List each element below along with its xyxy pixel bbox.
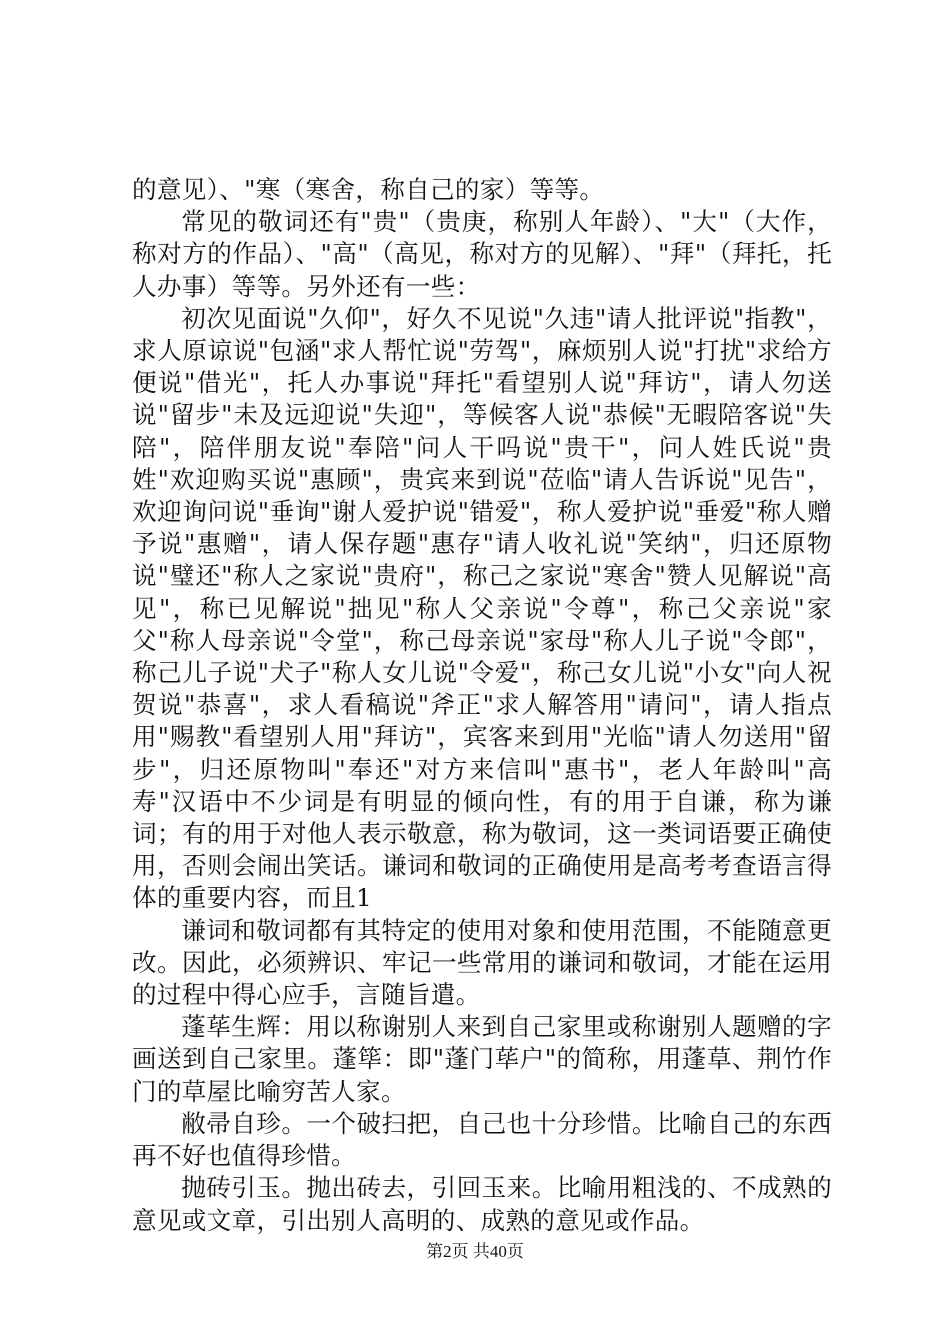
paragraph-3: 初次见面说"久仰"，好久不见说"久违"请人批评说"指教"，求人原谅说"包涵"求人帮忙说"劳驾"，麻烦别人说"打扰"求给方便说"借光"，托人办事说"拜托"看望别人说"拜访"，请人勿送说"留步"未及远迎说"失迎"，等候客人说"恭候"无暇陪客说"失陪"，陪伴朋友说"奉陪"问人干吗说"贵干"，问人姓氏说"贵姓"欢迎购买说"惠顾"，贵宾来到说"莅临"请人告诉说"见告"，欢迎询问说"垂询"谢人爱护说"错爱"，称人爱护说"垂爱"称人赠予说"惠赠"，请人保存题"惠存"请人收礼说"笑纳"，归还原物说"璧还"称人之家说"贵府"，称己之家说"寒舍"赞人见解说"高见"，称已见解说"拙见"称人父亲说"令尊"，称己父亲说"家父"称人母亲说"令堂"，称己母亲说"家母"称人儿子说"令郎"，称己儿子说"犬子"称人女儿说"令爱"，称己女儿说"小女"向人祝贺说"恭喜"，求人看稿说"斧正"求人解答用"请问"，请人指点用"赐教"看望别人用"拜访"，宾客来到用"光临"请人勿送用"留步"，归还原物叫"奉还"对方来信叫"惠书"，老人年龄叫"高寿"汉语中不少词是有明显的倾向性，有的用于自谦，称为谦词；有的用于对他人表示敬意，称为敬词，这一类词语要正确使用，否则会闹出笑话。谦词和敬词的正确使用是高考考查语言得体的重要内容，而且1 — [132, 303, 832, 913]
paragraph-2: 常见的敬词还有"贵"（贵庚，称别人年龄）、"大"（大作，称对方的作品）、"高"（高见，称对方的见解）、"拜"（拜托，托人办事）等等。另外还有一些： — [132, 207, 832, 301]
document-body — [132, 174, 832, 1237]
paragraph-7: 抛砖引玉。抛出砖去，引回玉来。比喻用粗浅的、不成熟的意见或文章，引出别人高明的、成熟的意见或作品。 — [132, 1173, 832, 1235]
page-footer: 第2页 共40页 — [426, 1242, 524, 1261]
paragraph-6: 敝帚自珍。一个破扫把，自己也十分珍惜。比喻自己的东西再不好也值得珍惜。 — [132, 1108, 832, 1171]
paragraph-4: 谦词和敬词都有其特定的使用对象和使用范围，不能随意更改。因此，必须辨识、牢记一些常用的谦词和敬词，才能在运用的过程中得心应手，言随旨遣。 — [132, 915, 832, 1010]
paragraph-5: 蓬荜生辉：用以称谢别人来到自己家里或称谢别人题赠的字画送到自己家里。蓬筚：即"蓬门荜户"的简称，用蓬草、荆竹作门的草屋比喻穷苦人家。 — [132, 1012, 832, 1106]
paragraph-1: 的意见）、"寒（寒舍，称自己的家）等等。 — [132, 175, 605, 204]
